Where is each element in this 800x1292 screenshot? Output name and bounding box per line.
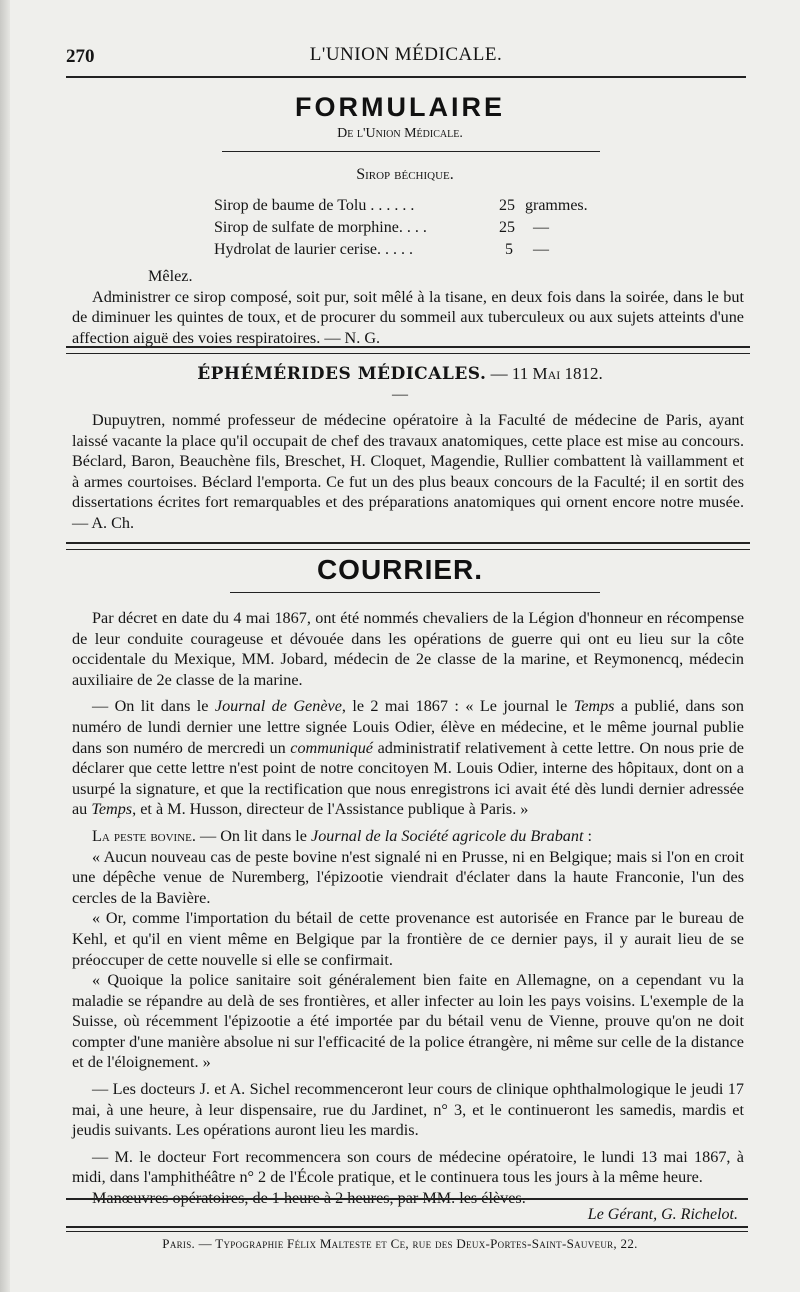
ingredient-row xyxy=(214,217,594,239)
ephemerides-date: — 11 Mai 1812. xyxy=(490,364,603,383)
ingredient-name: Hydrolat de laurier cerise. . . . . xyxy=(214,241,414,258)
courrier-title: COURRIER. xyxy=(316,554,484,585)
ingredient-name: Sirop de sulfate de morphine. . . . xyxy=(214,219,427,236)
ephemerides-heading xyxy=(0,364,800,384)
section-divider xyxy=(66,542,750,550)
courrier-p7: — Les docteurs J. et A. Sichel recommenceront leur cours de clinique ophthalmologique le jeudi 17 mai, à une heure, à leur dispensaire, rue du Jardinet, n° 3, et le continueront les samedis, mardis et jeudis suivants. Les opérations auront lieu les mardis. xyxy=(72,1080,744,1140)
courrier-p3: La peste bovine. — On lit dans le Journal de la Société agricole du Brabant : xyxy=(92,826,593,845)
formulaire-subtitle: De l'Union Médicale. xyxy=(337,126,463,141)
signature: Le Gérant, G. Richelot. xyxy=(587,1206,738,1223)
section-divider xyxy=(66,346,750,354)
ephemerides-title: ÉPHÉMÉRIDES MÉDICALES. xyxy=(197,364,487,384)
ingredient-row xyxy=(214,239,594,261)
courrier-rule xyxy=(230,592,600,593)
page-gutter-shadow xyxy=(0,0,10,1292)
imprint: Paris. — Typographie Félix Malteste et Ce, rue des Deux-Portes-Saint-Sauveur, 22. xyxy=(162,1236,638,1251)
formulaire-text: Administrer ce sirop composé, soit pur, soit mêlé à la tisane, en deux fois dans la soirée, dans le but de diminuer les quintes de toux, et de procurer du sommeil aux tuberculeux ou aux sujets atteints d'une affection aiguë des voies respiratoires. — N. G. xyxy=(72,287,744,347)
ingredient-unit: grammes. xyxy=(525,197,588,214)
formulaire-body xyxy=(72,266,744,348)
courrier-p8: — M. le docteur Fort recommencera son cours de médecine opératoire, le lundi 13 mai 1867, à midi, dans l'amphithéâtre n° 2 de l'École pratique, et le continuera tous les jours à la même heure. xyxy=(72,1147,744,1187)
running-title: L'UNION MÉDICALE. xyxy=(309,44,503,65)
courrier-p9: Manœuvres opératoires, de 1 heure à 2 heures, par MM. les élèves. xyxy=(92,1189,526,1208)
imprint-rule xyxy=(66,1226,748,1232)
formulaire-title: FORMULAIRE xyxy=(295,92,505,122)
courrier-body xyxy=(72,608,744,1209)
courrier-p6: « Quoique la police sanitaire soit généralement bien faite en Allemagne, on a cependant vu la maladie se répandre au delà de ses frontières, et aller infecter au loin les pays voisins. L'exemple de la Suisse, où récemment l'épizootie a été importée par du bétail venu de Vienne, prouve qu'on ne doit compter d'une manière absolue ni sur l'efficacité de la police étrangère, ni même sur celle de la distance et de l'éloignement. » xyxy=(72,971,744,1072)
ephemerides-body xyxy=(72,410,744,534)
melez-line: Mêlez. xyxy=(148,267,193,285)
ingredient-unit: — xyxy=(533,241,549,258)
recipe-ingredients xyxy=(214,195,594,261)
courrier-p4: « Aucun nouveau cas de peste bovine n'est signalé ni en Prusse, ni en Belgique; mais si l'on en croit une dépêche venue de Nuremberg, l'épizootie viendrait d'éclater dans la haute Franconie, l'un des cercles de la Bavière. xyxy=(72,847,744,907)
ingredient-qty: 5 xyxy=(505,241,513,258)
ingredient-qty: 25 xyxy=(499,197,515,214)
ingredient-unit: — xyxy=(533,219,549,236)
page-header xyxy=(66,44,746,74)
ephemerides-dash: — xyxy=(392,386,408,403)
courrier-p1: Par décret en date du 4 mai 1867, ont été nommés chevaliers de la Légion d'honneur en récompense de leur conduite courageuse et dévouée dans les opérations de guerre qui ont eu lieu sur la côte occidentale du Mexique, MM. Jobard, médecin de 2e classe de la marine, et Reymonencq, médecin auxiliaire de 2e classe de la marine. xyxy=(72,609,744,689)
courrier-p5: « Or, comme l'importation du bétail de cette provenance est autorisée en France par le bureau de Kehl, et qu'il en vient même en Belgique par la frontière de ce dernier pays, il y aurait lieu de se préoccuper de cette nouvelle si elle se confirmait. xyxy=(72,909,744,969)
recipe-title: Sirop béchique. xyxy=(356,166,454,183)
ingredient-row xyxy=(214,195,594,217)
ephemerides-text: Dupuytren, nommé professeur de médecine opératoire à la Faculté de médecine de Paris, ayant laissé vacante la place qu'il occupait de chef des travaux anatomiques, cette place est mise au concours. Béclard, Baron, Beauchène fils, Breschet, H. Cloquet, Magendie, Rullier combattent là vaillamment et à armes courtoises. Béclard l'emporta. Ce fut un des plus beaux concours de la Faculté; il en sortit des dissertations écrites fort remarquables et des préparations anatomiques qui ornent encore notre musée. — A. Ch. xyxy=(72,411,744,532)
formulaire-rule xyxy=(222,151,600,152)
ingredient-qty: 25 xyxy=(499,219,515,236)
courrier-p2: — On lit dans le Journal de Genève, le 2 mai 1867 : « Le journal le Temps a publié, dans son numéro de lundi dernier une lettre signée Louis Odier, élève en médecine, et le même journal publie dans son numéro de mercredi un communiqué administratif relativement à cette lettre. On nous prie de déclarer que cette lettre n'est point de notre concitoyen M. Louis Odier, interne des hôpitaux, dont on a usurpé la signature, et que la rectification que nous enregistrons ici avait été dès lundi dernier adressée au Temps, et à M. Husson, directeur de l'Assistance publique à Paris. » xyxy=(72,697,744,819)
ingredient-name: Sirop de baume de Tolu . . . . . . xyxy=(214,197,415,214)
header-rule xyxy=(66,76,746,78)
page-number: 270 xyxy=(66,46,95,67)
footer-rule xyxy=(66,1198,748,1200)
